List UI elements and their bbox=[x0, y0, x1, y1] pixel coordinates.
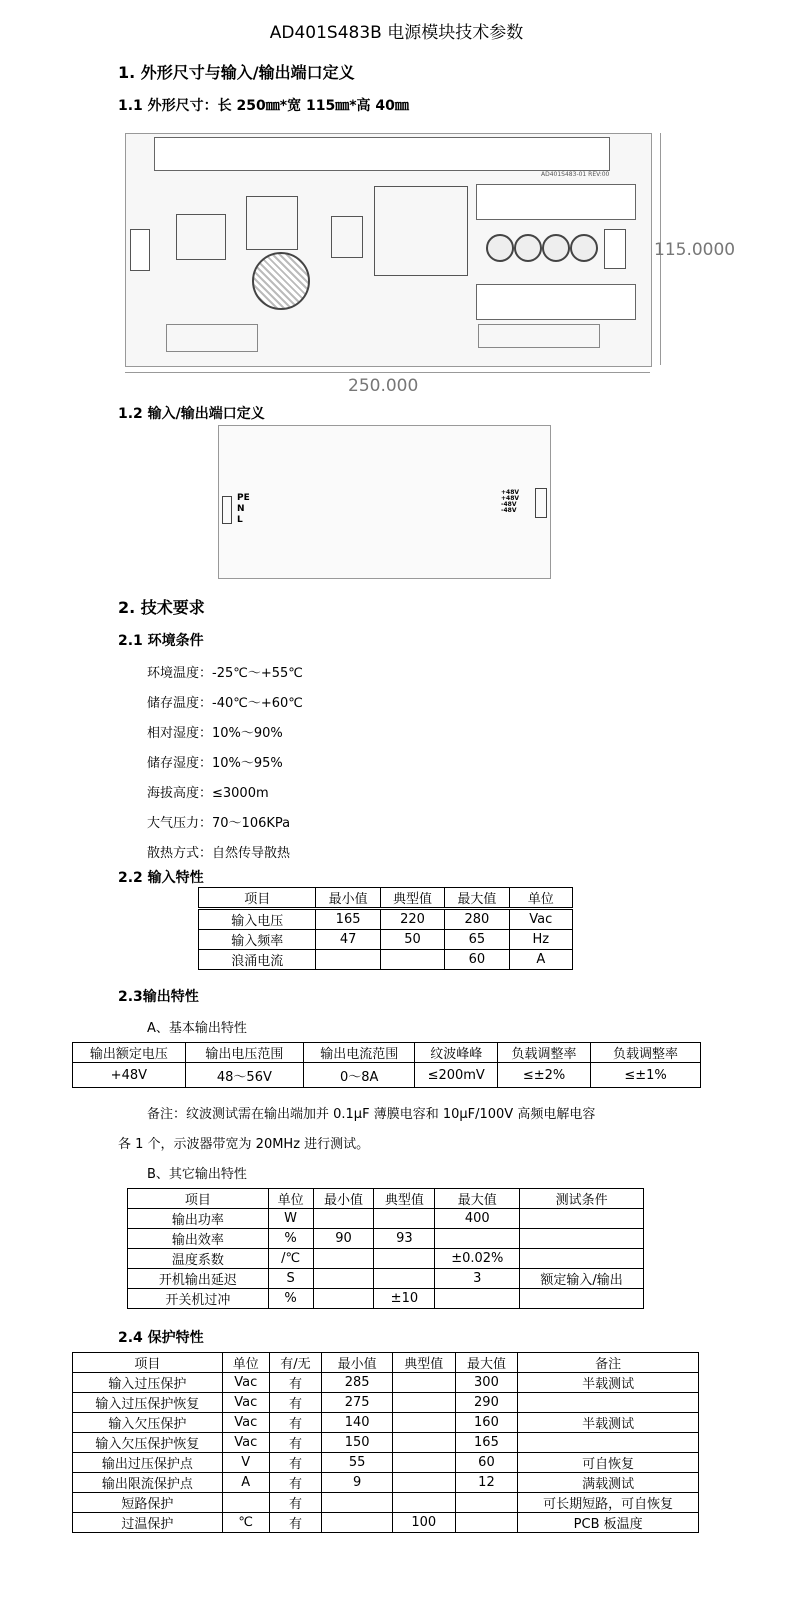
table-row bbox=[128, 1229, 644, 1249]
output-connector bbox=[604, 229, 626, 269]
table-cell: 60 bbox=[445, 950, 509, 970]
table-header: 项目 bbox=[128, 1189, 269, 1209]
table-cell: 温度系数 bbox=[128, 1249, 269, 1269]
table-cell: 输出功率 bbox=[128, 1209, 269, 1229]
table-cell: 有 bbox=[269, 1433, 322, 1453]
table-header: 最小值 bbox=[316, 888, 380, 909]
table-cell: 160 bbox=[455, 1413, 518, 1433]
table-header: 单位 bbox=[509, 888, 572, 909]
table-cell: 可自恢复 bbox=[518, 1453, 699, 1473]
capacitor bbox=[570, 234, 598, 262]
width-dimension: 115.0000 bbox=[654, 240, 736, 260]
table-cell bbox=[313, 1269, 374, 1289]
output-pin: -48V bbox=[501, 501, 517, 508]
table-row bbox=[199, 909, 573, 930]
table-header: 纹波峰峰 bbox=[415, 1043, 498, 1063]
section-2-heading: 2. 技术要求 bbox=[118, 598, 205, 617]
output-pin: +48V bbox=[501, 495, 520, 502]
table-cell bbox=[313, 1209, 374, 1229]
table-row bbox=[73, 1513, 699, 1533]
table-header: 最大值 bbox=[435, 1189, 520, 1209]
table-cell: 有 bbox=[269, 1513, 322, 1533]
table-cell: 满载测试 bbox=[518, 1473, 699, 1493]
table-header: 典型值 bbox=[380, 888, 444, 909]
input-terminal bbox=[222, 496, 232, 524]
table-row bbox=[73, 1413, 699, 1433]
table-cell: A bbox=[509, 950, 572, 970]
table-cell bbox=[520, 1289, 644, 1309]
table-row bbox=[128, 1209, 644, 1229]
table-cell bbox=[380, 950, 444, 970]
table-row bbox=[199, 930, 573, 950]
heatsink-right-bottom bbox=[476, 284, 636, 320]
table-header: 最大值 bbox=[445, 888, 509, 909]
table-cell: 开机输出延迟 bbox=[128, 1269, 269, 1289]
table-cell bbox=[455, 1493, 518, 1513]
table-cell: 半载测试 bbox=[518, 1373, 699, 1393]
input-pin-pe: PE bbox=[237, 493, 250, 503]
table-cell: A bbox=[222, 1473, 269, 1493]
table-header: 最大值 bbox=[455, 1353, 518, 1373]
output-components bbox=[478, 324, 600, 348]
table-cell: Vac bbox=[222, 1393, 269, 1413]
table-cell: 65 bbox=[445, 930, 509, 950]
table-cell: % bbox=[268, 1289, 313, 1309]
capacitor bbox=[542, 234, 570, 262]
table-cell: 48～56V bbox=[185, 1063, 303, 1088]
input-pin-labels bbox=[237, 493, 250, 526]
table-cell: 有 bbox=[269, 1373, 322, 1393]
table-cell: 220 bbox=[380, 909, 444, 930]
table-header: 典型值 bbox=[374, 1189, 435, 1209]
table-cell: ±10 bbox=[374, 1289, 435, 1309]
table-cell: 可长期短路，可自恢复 bbox=[518, 1493, 699, 1513]
input-filter-block bbox=[176, 214, 226, 260]
heatsink-right-top bbox=[476, 184, 636, 220]
table-cell: S bbox=[268, 1269, 313, 1289]
relay-block bbox=[374, 186, 468, 276]
section-1-1-heading: 1.1 外形尺寸：长 250㎜*宽 115㎜*高 40㎜ bbox=[118, 98, 409, 114]
table-row bbox=[73, 1393, 699, 1413]
table-cell: 额定输入/输出 bbox=[520, 1269, 644, 1289]
board-silk-label: AD401S483-01 REV:00 bbox=[541, 171, 610, 178]
table-cell bbox=[392, 1373, 455, 1393]
table-cell: 400 bbox=[435, 1209, 520, 1229]
other-output-table bbox=[127, 1188, 644, 1309]
table-cell: 输出限流保护点 bbox=[73, 1473, 223, 1493]
table-header: 典型值 bbox=[392, 1353, 455, 1373]
table-cell: 浪涌电流 bbox=[199, 950, 316, 970]
input-pin-l: L bbox=[237, 515, 243, 525]
output-terminal bbox=[535, 488, 547, 518]
env-line: 相对湿度：10%～90% bbox=[147, 726, 283, 741]
table-cell: 输入电压 bbox=[199, 909, 316, 930]
table-cell: 0～8A bbox=[304, 1063, 415, 1088]
page-title: AD401S483B 电源模块技术参数 bbox=[269, 23, 524, 43]
table-cell: 输入欠压保护恢复 bbox=[73, 1433, 223, 1453]
table-header: 最小值 bbox=[313, 1189, 374, 1209]
table-cell: 47 bbox=[316, 930, 380, 950]
table-cell: 275 bbox=[322, 1393, 393, 1413]
table-cell bbox=[455, 1513, 518, 1533]
table-cell bbox=[435, 1229, 520, 1249]
output-pin: -48V bbox=[501, 507, 517, 514]
table-header: 输出电流范围 bbox=[304, 1043, 415, 1063]
output-pin-labels bbox=[501, 490, 519, 514]
table-cell: 280 bbox=[445, 909, 509, 930]
table-cell: 过温保护 bbox=[73, 1513, 223, 1533]
table-cell: ≤±2% bbox=[497, 1063, 590, 1088]
table-header: 负载调整率 bbox=[591, 1043, 701, 1063]
input-characteristics-table bbox=[198, 887, 573, 970]
table-cell bbox=[392, 1473, 455, 1493]
table-cell: 半载测试 bbox=[518, 1413, 699, 1433]
table-cell: 60 bbox=[455, 1453, 518, 1473]
table-cell: 输出效率 bbox=[128, 1229, 269, 1249]
input-pin-n: N bbox=[237, 504, 245, 514]
table-cell bbox=[374, 1209, 435, 1229]
table-cell: 93 bbox=[374, 1229, 435, 1249]
output-pin: +48V bbox=[501, 489, 520, 496]
ripple-note-line-2: 各 1 个，示波器带宽为 20MHz 进行测试。 bbox=[118, 1137, 370, 1152]
section-1-2-heading: 1.2 输入/输出端口定义 bbox=[118, 406, 265, 422]
table-cell: +48V bbox=[73, 1063, 186, 1088]
table-cell bbox=[520, 1229, 644, 1249]
table-header: 输出额定电压 bbox=[73, 1043, 186, 1063]
table-cell: W bbox=[268, 1209, 313, 1229]
table-cell: 150 bbox=[322, 1433, 393, 1453]
table-cell: % bbox=[268, 1229, 313, 1249]
section-2-1-heading: 2.1 环境条件 bbox=[118, 633, 204, 649]
env-line: 储存温度：-40℃～+60℃ bbox=[147, 696, 303, 711]
table-row bbox=[73, 1493, 699, 1513]
table-row bbox=[128, 1269, 644, 1289]
table-header: 单位 bbox=[268, 1189, 313, 1209]
table-cell bbox=[316, 950, 380, 970]
table-cell bbox=[520, 1249, 644, 1269]
table-header: 项目 bbox=[73, 1353, 223, 1373]
table-header: 测试条件 bbox=[520, 1189, 644, 1209]
table-cell bbox=[392, 1433, 455, 1453]
table-cell: Vac bbox=[222, 1413, 269, 1433]
table-cell: Vac bbox=[222, 1433, 269, 1453]
table-cell bbox=[518, 1393, 699, 1413]
table-cell: 有 bbox=[269, 1473, 322, 1493]
toroid-inductor bbox=[252, 252, 310, 310]
table-cell bbox=[322, 1513, 393, 1533]
input-connector bbox=[130, 229, 150, 271]
table-cell bbox=[374, 1269, 435, 1289]
table-row bbox=[73, 1373, 699, 1393]
table-header: 有/无 bbox=[269, 1353, 322, 1373]
table-row bbox=[73, 1453, 699, 1473]
table-row bbox=[199, 950, 573, 970]
length-dimension: 250.000 bbox=[344, 376, 422, 396]
capacitor bbox=[486, 234, 514, 262]
table-cell: 285 bbox=[322, 1373, 393, 1393]
table-row bbox=[73, 1063, 701, 1088]
table-row bbox=[73, 1433, 699, 1453]
table-cell: 50 bbox=[380, 930, 444, 950]
table-cell: 9 bbox=[322, 1473, 393, 1493]
table-cell: 3 bbox=[435, 1269, 520, 1289]
table-row bbox=[73, 1473, 699, 1493]
table-cell bbox=[313, 1249, 374, 1269]
table-cell: Vac bbox=[222, 1373, 269, 1393]
table-cell: 有 bbox=[269, 1453, 322, 1473]
table-cell: 290 bbox=[455, 1393, 518, 1413]
table-header: 最小值 bbox=[322, 1353, 393, 1373]
table-cell bbox=[518, 1433, 699, 1453]
table-cell: PCB 板温度 bbox=[518, 1513, 699, 1533]
table-cell: ≤±1% bbox=[591, 1063, 701, 1088]
table-cell: V bbox=[222, 1453, 269, 1473]
table-cell bbox=[313, 1289, 374, 1309]
table-cell: 短路保护 bbox=[73, 1493, 223, 1513]
heatsink-top bbox=[154, 137, 610, 171]
table-cell: 12 bbox=[455, 1473, 518, 1493]
section-2-2-heading: 2.2 输入特性 bbox=[118, 870, 204, 886]
table-cell bbox=[222, 1493, 269, 1513]
table-cell: 输出过压保护点 bbox=[73, 1453, 223, 1473]
table-cell bbox=[392, 1493, 455, 1513]
table-cell: 有 bbox=[269, 1493, 322, 1513]
table-cell: ℃ bbox=[222, 1513, 269, 1533]
table-cell bbox=[392, 1393, 455, 1413]
env-line: 大气压力：70～106KPa bbox=[147, 816, 291, 831]
table-cell: 有 bbox=[269, 1413, 322, 1433]
table-row bbox=[128, 1289, 644, 1309]
inductor-block bbox=[331, 216, 363, 258]
table-cell bbox=[435, 1289, 520, 1309]
table-cell: 165 bbox=[316, 909, 380, 930]
table-cell: 90 bbox=[313, 1229, 374, 1249]
section-2-4-heading: 2.4 保护特性 bbox=[118, 1330, 204, 1346]
table-cell: 140 bbox=[322, 1413, 393, 1433]
table-header: 项目 bbox=[199, 888, 316, 909]
env-line: 储存湿度：10%～95% bbox=[147, 756, 283, 771]
capacitor bbox=[514, 234, 542, 262]
table-cell: /℃ bbox=[268, 1249, 313, 1269]
output-sub-a: A、基本输出特性 bbox=[147, 1021, 247, 1036]
pcb-board bbox=[125, 133, 652, 367]
table-cell: 输入频率 bbox=[199, 930, 316, 950]
table-cell: ≤200mV bbox=[415, 1063, 498, 1088]
table-header: 负载调整率 bbox=[497, 1043, 590, 1063]
control-components bbox=[166, 324, 258, 352]
table-cell bbox=[392, 1453, 455, 1473]
protection-table bbox=[72, 1352, 699, 1533]
table-cell: 输入过压保护恢复 bbox=[73, 1393, 223, 1413]
table-cell: 100 bbox=[392, 1513, 455, 1533]
table-cell: Vac bbox=[509, 909, 572, 930]
table-cell: 开关机过冲 bbox=[128, 1289, 269, 1309]
dimension-line-horizontal bbox=[125, 372, 650, 373]
env-line: 海拔高度：≤3000m bbox=[147, 786, 269, 801]
table-cell bbox=[374, 1249, 435, 1269]
env-line: 散热方式：自然传导散热 bbox=[147, 846, 291, 861]
table-cell: 165 bbox=[455, 1433, 518, 1453]
section-2-3-heading: 2.3输出特性 bbox=[118, 989, 199, 1005]
table-cell: 输入过压保护 bbox=[73, 1373, 223, 1393]
table-cell: ±0.02% bbox=[435, 1249, 520, 1269]
output-sub-b: B、其它输出特性 bbox=[147, 1167, 247, 1182]
table-cell bbox=[392, 1413, 455, 1433]
ripple-note-line-1: 备注：纹波测试需在输出端加并 0.1μF 薄膜电容和 10μF/100V 高频电解电容 bbox=[147, 1107, 596, 1122]
table-header: 备注 bbox=[518, 1353, 699, 1373]
env-line: 环境温度：-25℃～+55℃ bbox=[147, 666, 303, 681]
transformer bbox=[246, 196, 298, 250]
table-row bbox=[128, 1249, 644, 1269]
port-definition-board bbox=[218, 425, 551, 579]
table-cell: 有 bbox=[269, 1393, 322, 1413]
table-cell bbox=[322, 1493, 393, 1513]
table-header: 单位 bbox=[222, 1353, 269, 1373]
section-1-heading: 1. 外形尺寸与输入/输出端口定义 bbox=[118, 63, 355, 82]
table-cell: 输入欠压保护 bbox=[73, 1413, 223, 1433]
basic-output-table bbox=[72, 1042, 701, 1088]
table-header: 输出电压范围 bbox=[185, 1043, 303, 1063]
table-cell: Hz bbox=[509, 930, 572, 950]
table-cell: 55 bbox=[322, 1453, 393, 1473]
table-cell bbox=[520, 1209, 644, 1229]
table-cell: 300 bbox=[455, 1373, 518, 1393]
